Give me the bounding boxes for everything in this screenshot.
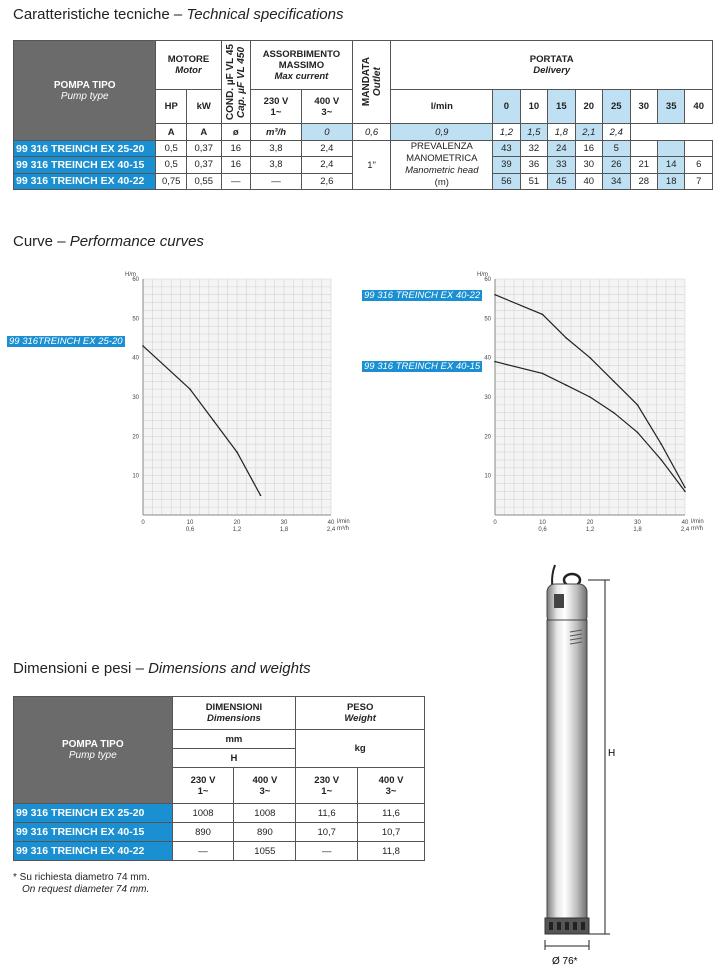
spec-table-row — [14, 141, 713, 157]
head-value: 6 — [685, 157, 713, 173]
x-axis-label2: m³/h — [337, 526, 349, 532]
flow-m3h-header: 1,2 — [493, 124, 520, 141]
flow-m3h-header: 1,8 — [548, 124, 575, 141]
series-point — [684, 487, 686, 489]
head-value: 21 — [630, 157, 657, 173]
x-tick2-label: 1,2 — [585, 527, 595, 532]
head-value — [657, 141, 684, 157]
x-axis-label: l/min — [337, 519, 350, 525]
weight-230v-value: 10,7 — [296, 823, 358, 842]
flow-m3h-header: 0,9 — [391, 124, 493, 141]
head-value: 14 — [657, 157, 684, 173]
kg-unit: kg — [296, 730, 425, 768]
y-axis-label: H/m — [125, 272, 136, 278]
title-dash: – — [135, 660, 144, 677]
flow-lmin-header: 0 — [493, 90, 520, 124]
curves-section-title — [13, 233, 204, 250]
pump-type-label: POMPA TIPO — [53, 79, 116, 91]
current-400v-value: 2,4 — [301, 141, 352, 157]
flow-lmin-header: 25 — [603, 90, 630, 124]
m3h-header: m³/h — [251, 124, 302, 141]
footnote-en: On request diameter 74 mm. — [22, 884, 150, 895]
y-tick-label: 20 — [484, 434, 491, 441]
title-dash: – — [173, 6, 183, 23]
capacitor-value: 16 — [221, 141, 251, 157]
head-value: 32 — [520, 141, 547, 157]
series-point — [494, 294, 496, 296]
v400-phase: 3~ — [321, 106, 333, 118]
dim-400v-header — [234, 768, 296, 804]
footnote-it: * Su richiesta diametro 74 mm. — [13, 872, 150, 883]
x-tick-label: 20 — [586, 520, 594, 526]
series-point — [660, 459, 662, 461]
dim-table-row — [14, 823, 425, 842]
flow-lmin-header: 15 — [548, 90, 575, 124]
flow-lmin-header: 30 — [630, 90, 657, 124]
dims-section-title — [13, 660, 311, 677]
head-value: 7 — [685, 173, 713, 189]
head-value: 16 — [575, 141, 602, 157]
x-tick2-label: 2,4 — [326, 527, 336, 532]
head-value: 33 — [548, 157, 575, 173]
series-point — [260, 495, 262, 497]
dim-pump-type-label: POMPA TIPO — [61, 739, 124, 750]
pump-drawing — [530, 560, 650, 970]
series-point — [660, 443, 662, 445]
series-point — [542, 373, 544, 375]
x-axis-label: l/min — [691, 519, 704, 525]
weight-v400-phase: 3~ — [385, 785, 397, 797]
pump-model-name: 99 316 TREINCH EX 40-15 — [14, 157, 156, 173]
dims-title-it: Dimensioni e pesi — [13, 660, 132, 677]
outlet-label-en: Outlet — [371, 67, 383, 97]
x-tick-label: 0 — [141, 520, 145, 526]
specs-section-title — [13, 6, 343, 23]
outlet-header — [352, 41, 391, 124]
dim-pump-model-name: 99 316 TREINCH EX 40-15 — [14, 823, 173, 842]
series-point — [142, 345, 144, 347]
weight-v400: 400 V — [378, 774, 404, 786]
y-tick-label: 20 — [132, 434, 139, 441]
v230-phase: 1~ — [270, 106, 282, 118]
amp-unit-400: A — [186, 124, 221, 141]
series-point — [613, 412, 615, 414]
series-point — [236, 451, 238, 453]
specs-title-it: Caratteristiche tecniche — [13, 6, 170, 23]
current-230v-value: 3,8 — [251, 157, 302, 173]
head-value: 45 — [548, 173, 575, 189]
y-tick-label: 50 — [484, 316, 491, 323]
dim-pump-type-label-en: Pump type — [68, 750, 117, 761]
head-value: 51 — [520, 173, 547, 189]
delivery-label-en: Delivery — [533, 65, 571, 76]
kw-value: 0,37 — [186, 157, 221, 173]
max-current-label-en: Max current — [274, 70, 329, 82]
dim-pump-model-name: 99 316 TREINCH EX 25-20 — [14, 804, 173, 823]
head-value: 28 — [630, 173, 657, 189]
motor-header — [156, 41, 221, 90]
flow-lmin-header: 35 — [657, 90, 684, 124]
head-value: 56 — [493, 173, 520, 189]
head-value: 30 — [575, 157, 602, 173]
pump-type-label-en: Pump type — [60, 90, 109, 102]
series-point — [589, 357, 591, 359]
dim-v230: 230 V — [190, 774, 216, 786]
series-point — [542, 314, 544, 316]
dimension-400v-value: 1008 — [234, 804, 296, 823]
capacitor-header — [221, 41, 251, 124]
dimension-230v-value: 890 — [172, 823, 234, 842]
pump-head — [547, 584, 587, 624]
head-value — [685, 141, 713, 157]
kw-value: 0,37 — [186, 141, 221, 157]
dimensions-label: DIMENSIONI — [205, 702, 263, 713]
delivery-header — [391, 41, 713, 90]
weight-400v-value: 11,6 — [358, 804, 425, 823]
x-tick-label: 0 — [493, 520, 497, 526]
x-tick2-label: 1,2 — [232, 527, 242, 532]
dim-230v-header — [172, 768, 234, 804]
mm-unit: mm — [172, 730, 296, 749]
series-point — [494, 361, 496, 363]
x-tick2-label: 1,8 — [633, 527, 642, 532]
chart1-series-tag: 99 316TREINCH EX 25-20 — [9, 336, 123, 347]
y-tick-label: 60 — [484, 277, 491, 283]
max-current-label: ASSORBIMENTO MASSIMO — [262, 48, 341, 71]
dim-pump-model-name: 99 316 TREINCH EX 40-22 — [14, 842, 173, 861]
title-dash: – — [57, 233, 66, 250]
hp-value: 0,75 — [156, 173, 187, 189]
series-point — [565, 337, 567, 339]
dimensions-label-en: Dimensions — [207, 713, 261, 724]
current-400v-value: 2,4 — [301, 157, 352, 173]
capacitor-label: COND. µF VL 45 — [224, 43, 236, 121]
pump-model-name: 99 316 TREINCH EX 40-22 — [14, 173, 156, 189]
weight-400v-value: 11,8 — [358, 842, 425, 861]
head-label-en: Manometric head — [405, 165, 479, 176]
pump-model-name: 99 316 TREINCH EX 25-20 — [14, 141, 156, 157]
dim-pump-type-header — [14, 697, 173, 804]
x-tick2-label: 1,8 — [279, 527, 289, 532]
curves-title-en: Performance curves — [69, 233, 204, 250]
weight-label-en: Weight — [344, 713, 376, 724]
x-tick2-label: 0,6 — [538, 527, 547, 532]
x-tick-label: 40 — [327, 520, 335, 526]
x-axis-label2: m³/h — [691, 526, 703, 532]
x-tick-label: 30 — [634, 520, 641, 526]
weight-v230-phase: 1~ — [321, 785, 333, 797]
x-tick-label: 20 — [233, 520, 241, 526]
pump-type-header — [14, 41, 156, 141]
y-tick-label: 30 — [132, 395, 139, 401]
y-tick-label: 40 — [132, 355, 139, 362]
y-tick-label: 10 — [132, 473, 139, 480]
weight-230v-value: 11,6 — [296, 804, 358, 823]
x-tick-label: 10 — [539, 520, 546, 526]
flow-m3h-header: 1,5 — [520, 124, 547, 141]
head-value: 36 — [520, 157, 547, 173]
chart2-series-tag-40-22: 99 316 TREINCH EX 40-22 — [364, 290, 481, 301]
weight-400v-value: 10,7 — [358, 823, 425, 842]
amp-unit-230: A — [156, 124, 187, 141]
dim-table-row — [14, 804, 425, 823]
flow-m3h-header: 2,4 — [603, 124, 630, 141]
y-tick-label: 10 — [484, 473, 491, 480]
y-tick-label: 50 — [132, 316, 139, 323]
series-point — [613, 380, 615, 382]
x-tick-label: 30 — [280, 520, 288, 526]
weight-label: PESO — [346, 702, 374, 713]
outlet-diameter-unit: ø — [221, 124, 251, 141]
kw-value: 0,55 — [186, 173, 221, 189]
weight-230v-value: — — [296, 842, 358, 861]
head-value: 40 — [575, 173, 602, 189]
capacitor-value: — — [221, 173, 251, 189]
y-tick-label: 30 — [484, 395, 491, 401]
x-tick-label: 40 — [681, 520, 689, 526]
pump-body — [547, 620, 587, 920]
dimension-400v-value: 1055 — [234, 842, 296, 861]
capacitor-label-en: Cap. µF VL 450 — [235, 46, 247, 118]
motor-label: MOTORE — [167, 54, 210, 65]
dims-title-en: Dimensions and weights — [148, 660, 311, 677]
flow-m3h-header: 2,1 — [575, 124, 602, 141]
current-400v-value: 2,6 — [301, 173, 352, 189]
max-current-header — [251, 41, 353, 90]
series-point — [637, 432, 639, 434]
series-point — [213, 420, 215, 422]
x-tick2-label: 0,6 — [185, 527, 195, 532]
diameter-label: Ø 76* — [552, 956, 578, 967]
y-axis-label: H/m — [477, 272, 488, 278]
dimension-230v-value: 1008 — [172, 804, 234, 823]
dimensions-weights-table — [13, 696, 425, 861]
dimensions-header — [172, 697, 296, 730]
head-value: 39 — [493, 157, 520, 173]
dim-table-row — [14, 842, 425, 861]
current-400v-header — [301, 90, 352, 124]
head-value: 26 — [603, 157, 630, 173]
x-tick-label: 10 — [186, 520, 194, 526]
weight-v230: 230 V — [314, 774, 340, 786]
hp-value: 0,5 — [156, 157, 187, 173]
series-point — [589, 396, 591, 398]
motor-label-en: Motor — [175, 65, 202, 76]
weight-header — [296, 697, 425, 730]
delivery-label: PORTATA — [529, 54, 574, 65]
current-230v-value: 3,8 — [251, 141, 302, 157]
technical-specs-table — [13, 40, 713, 190]
flow-lmin-header: 40 — [685, 90, 713, 124]
weight-230v-header — [296, 768, 358, 804]
current-230v-header — [251, 90, 302, 124]
y-tick-label: 40 — [484, 355, 491, 362]
head-value: 5 — [603, 141, 630, 157]
chart2-series-tag-40-15: 99 316 TREINCH EX 40-15 — [364, 361, 481, 372]
pump-outlet — [554, 594, 564, 608]
h-dimension-label: H — [172, 749, 296, 768]
hp-value: 0,5 — [156, 141, 187, 157]
y-tick-label: 60 — [132, 277, 139, 283]
kw-header: kW — [186, 90, 221, 124]
v400-label: 400 V — [314, 95, 340, 107]
head-value: 24 — [548, 141, 575, 157]
series-point — [565, 384, 567, 386]
manometric-head-label — [391, 141, 493, 190]
flow-lmin-header: 20 — [575, 90, 602, 124]
current-230v-value: — — [251, 173, 302, 189]
flow-m3h-header: 0,6 — [352, 124, 391, 141]
series-point — [684, 491, 686, 493]
dimension-230v-value: — — [172, 842, 234, 861]
dim-v230-phase: 1~ — [197, 785, 209, 797]
hp-header: HP — [156, 90, 187, 124]
outlet-label: MANDATA — [360, 57, 372, 107]
h-dimension-label: H — [608, 748, 616, 759]
weight-400v-header — [358, 768, 425, 804]
head-value: 18 — [657, 173, 684, 189]
head-value: 43 — [493, 141, 520, 157]
head-value — [630, 141, 657, 157]
outlet-value: 1" — [352, 141, 391, 190]
specs-title-en: Technical specifications — [186, 6, 344, 23]
head-unit: (m) — [434, 177, 449, 188]
x-tick2-label: 2,4 — [680, 527, 690, 532]
dimension-400v-value: 890 — [234, 823, 296, 842]
head-value: 34 — [603, 173, 630, 189]
series-point — [189, 388, 191, 390]
footnote — [13, 872, 150, 896]
dim-v400: 400 V — [252, 774, 278, 786]
curves-title-it: Curve — [13, 233, 54, 250]
v230-label: 230 V — [263, 95, 289, 107]
dim-v400-phase: 3~ — [259, 785, 271, 797]
performance-chart-40 — [455, 262, 723, 532]
lmin-header: l/min — [391, 90, 493, 124]
capacitor-value: 16 — [221, 157, 251, 173]
head-label-it: PREVALENZA MANOMETRICA — [406, 141, 478, 164]
series-point — [637, 404, 639, 406]
flow-m3h-header: 0 — [301, 124, 352, 141]
flow-lmin-header: 10 — [520, 90, 547, 124]
performance-chart-25-20 — [100, 262, 370, 532]
